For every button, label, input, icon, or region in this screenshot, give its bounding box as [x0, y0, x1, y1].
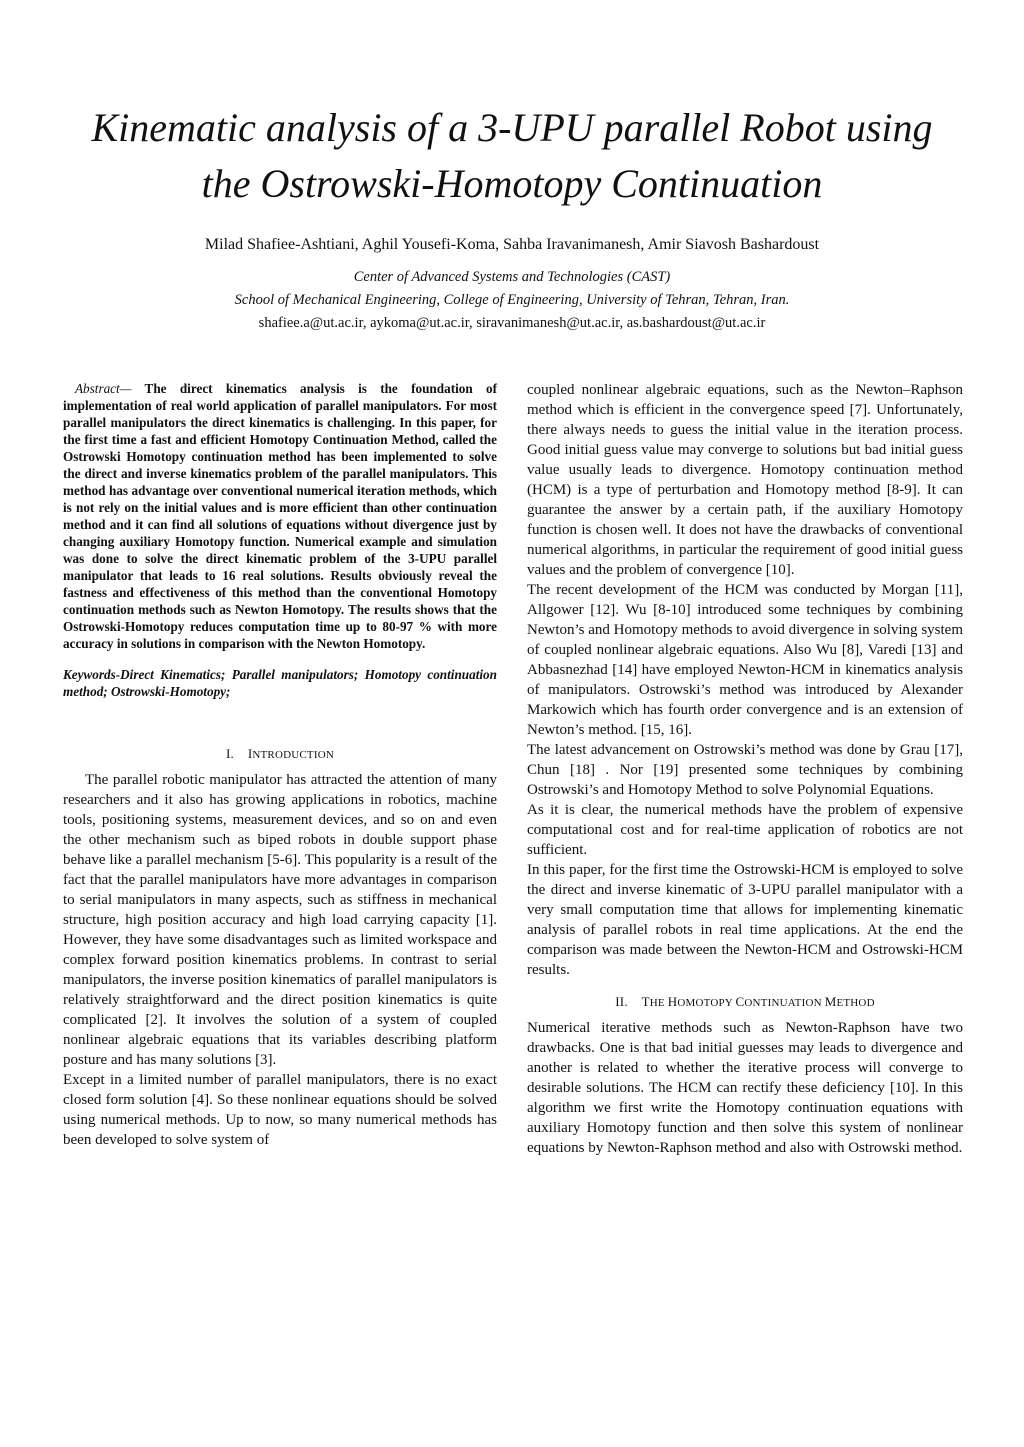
paper-title — [60, 100, 964, 212]
left-column — [63, 380, 497, 1150]
intro-paragraph-1: The parallel robotic manipulator has attracted the attention of many researchers and it also has growing applications in robotics, machine tools, positioning systems, measurement devices, and so on and even the other mechanism such as biped robots in double support phase behave like a parallel mechanism [5-6]. This popularity is a result of the fact that the parallel manipulators have more advantages in comparison to serial manipulators in many aspects, such as stiffness in mechanical structure, high position accuracy and high load carrying capacity [1]. However, they have some disadvantages such as limited workspace and complex forward position kinematics problems. In contrast to serial manipulators, the inverse position kinematics of parallel manipulators is relatively straightforward and the direct position kinematics is quite complicated [2]. It involves the solution of a system of coupled nonlinear algebraic equations that its variables describing platform posture and has many solutions [3]. — [63, 772, 497, 1068]
abstract — [63, 380, 497, 652]
title-line-2: the Ostrowski-Homotopy Continuation — [201, 161, 823, 206]
intro-paragraph-7: In this paper, for the first time the Ostrowski-HCM is employed to solve the direct and inverse kinematic of 3-UPU parallel manipulator with a very small computation time that allows for implementing kinematic analysis of parallel robots in real time applications. At the end the comparison was made between the Newton-HCM and Ostrowski-HCM results. — [527, 862, 963, 978]
affiliation-center: Center of Advanced Systems and Technologies (CAST) — [353, 269, 671, 285]
author-list: Milad Shafiee-Ashtiani, Aghil Yousefi-Koma, Sahba Iravanimanesh, Amir Siavosh Bashardoust — [204, 236, 820, 253]
section-heading-introduction: I. INTRODUCTION — [226, 746, 334, 761]
intro-paragraph-2: Except in a limited number of parallel manipulators, there is no exact closed form solution [4]. So these nonlinear equations should be solved using numerical methods. Up to now, so many numerical methods has been developed to solve system of — [63, 1072, 497, 1148]
abstract-label: Abstract— — [75, 381, 132, 396]
section-heading-homotopy: II. THE HOMOTOPY CONTINUATION METHOD — [615, 994, 875, 1009]
right-column — [527, 380, 963, 1158]
intro-paragraph-5: The latest advancement on Ostrowski’s method was done by Grau [17], Chun [18] . Nor [19] presented some techniques by combining Ostrowski’s and Homotopy Method to solve Polynomial Equations. — [527, 742, 963, 798]
affiliation-school: School of Mechanical Engineering, College of Engineering, University of Tehran, Tehran, Iran. — [234, 292, 790, 308]
keywords: Keywords-Direct Kinematics; Parallel manipulators; Homotopy continuation method; Ostrowski-Homotopy; — [63, 667, 497, 699]
homotopy-paragraph-1: Numerical iterative methods such as Newton-Raphson have two drawbacks. One is that bad initial guesses may leads to divergence and another is related to whether the iterative process will converge to desirable solutions. The HCM can rectify these deficiency [10]. In this algorithm we first write the Homotopy continuation equations with auxiliary Homotopy function and then solve this system of nonlinear equations by Newton-Raphson method and also with Ostrowski method. — [527, 1020, 963, 1156]
title-line-1: Kinematic analysis of a 3-UPU parallel Robot using — [91, 105, 933, 150]
intro-paragraph-6: As it is clear, the numerical methods have the problem of expensive computational cost and for real-time application of robotics are not sufficient. — [527, 802, 963, 858]
author-emails: shafiee.a@ut.ac.ir, aykoma@ut.ac.ir, siravanimanesh@ut.ac.ir, as.bashardoust@ut.ac.ir — [258, 315, 766, 331]
intro-paragraph-4: The recent development of the HCM was conducted by Morgan [11], Allgower [12]. Wu [8-10] introduced some techniques by combining Newton’s and Homotopy methods to avoid divergence in solving system of coupled nonlinear algebraic equations. Also Wu [8], Varedi [13] and Abbasnezhad [14] have employed Newton-HCM in kinematics analysis of manipulators. Ostrowski’s method was introduced by Alexander Markowich which has fourth order convergence and is an extension of Newton’s method. [15, 16]. — [527, 582, 963, 738]
intro-paragraph-3: coupled nonlinear algebraic equations, such as the Newton–Raphson method which is efficient in the convergence speed [7]. Unfortunately, there always needs to guess the initial value in the iteration process. Good initial guess value may converge to solutions but bad initial guess value usually leads to divergence. Homotopy continuation method (HCM) is a type of perturbation and Homotopy method [8-9]. It can guarantee the answer by a certain path, if the auxiliary Homotopy function is chosen well. It does not have the drawbacks of conventional numerical algorithms, in particular the requirement of good initial guess values and the problem of convergence [10]. — [527, 382, 963, 578]
abstract-text: The direct kinematics analysis is the foundation of implementation of real world application of parallel manipulators. For most parallel manipulators the direct kinematics is challenging. In this paper, for the first time a fast and efficient Homotopy Continuation Method, called the Ostrowski Homotopy continuation method has been implemented to solve the direct and inverse kinematics problem of the parallel manipulators. This method has advantage over conventional numerical iteration methods, which is not rely on the initial values and is more efficient than other continuation method and it can find all solutions of equations without divergence just by changing auxiliary Homotopy function. Numerical example and simulation was done to solve the direct kinematic problem of the 3-UPU parallel manipulator that leads to 16 real solutions. Results obviously reveal the fastness and effectiveness of this method than the conventional Homotopy continuation methods such as Newton Homotopy. The results shows that the Ostrowski-Homotopy reduces computation time up to 80-97 % with more accuracy in solutions in comparison with the Newton Homotopy. — [63, 381, 498, 651]
